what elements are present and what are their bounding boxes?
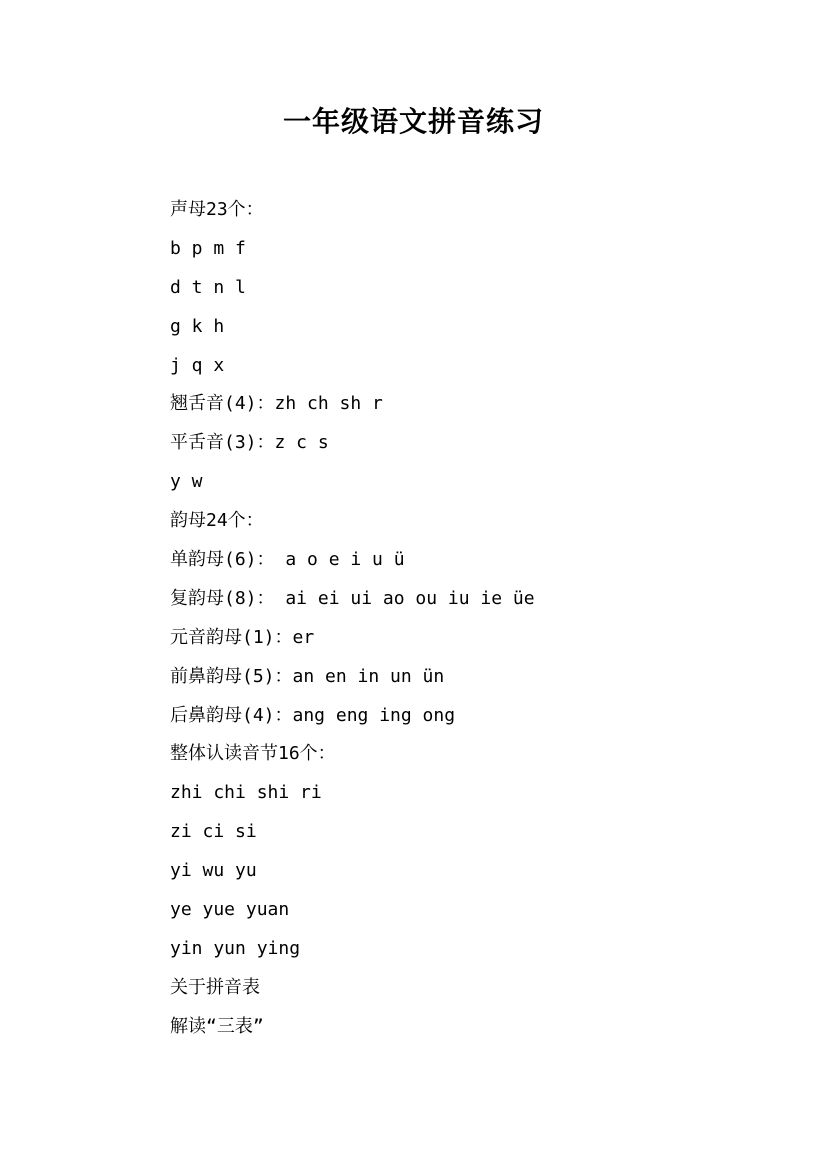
line-syllables-ye: ye yue yuan [170,899,290,921]
line-front-nasal: 前鼻韵母(5)：an en in un ün [170,665,445,687]
document-title: 一年级语文拼音练习 [282,105,544,138]
line-initials-jqx: j q x [170,354,225,376]
line-finals-heading: 韵母24个： [170,510,264,532]
line-vowel-final: 元音韵母(1)：er [170,626,315,648]
line-compound-finals: 复韵母(8)： ai ei ui ao ou iu ie üe [170,587,535,609]
line-back-nasal: 后鼻韵母(4)：ang eng ing ong [170,704,456,726]
line-whole-syllables-heading: 整体认读音节16个： [170,743,336,765]
line-initials-dtnl: d t n l [170,276,246,298]
pinyin-list [170,191,770,1047]
line-syllables-yin: yin yun ying [170,937,301,959]
line-simple-finals: 单韵母(6)： a o e i u ü [170,549,405,571]
line-initials-bpmf: b p m f [170,237,246,259]
line-syllables-zi: zi ci si [170,821,257,843]
line-initials-heading: 声母23个： [170,199,264,220]
line-syllables-zhi: zhi chi shi ri [170,782,322,804]
line-initials-yw: y w [170,471,203,493]
line-flat-tongue: 平舌音(3)：z c s [170,432,329,454]
line-syllables-yi: yi wu yu [170,860,257,882]
line-about-table: 关于拼音表 [170,976,260,998]
line-three-tables: 解读“三表” [170,1015,264,1037]
line-initials-gkh: g k h [170,315,225,337]
line-retroflex: 翘舌音(4)：zh ch sh r [170,393,383,415]
